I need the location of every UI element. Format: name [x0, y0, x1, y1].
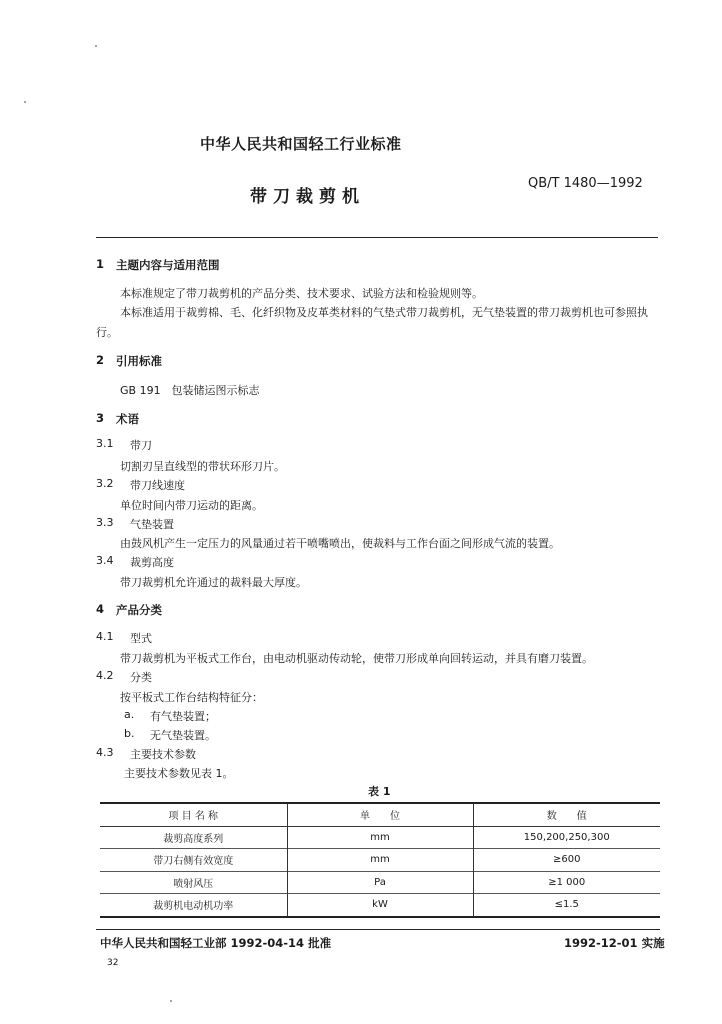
- table-row: [100, 871, 660, 894]
- approval-line: 中华人民共和国轻工业部 1992-04-14 批准: [100, 936, 332, 950]
- term-3-1-number: 3.1: [96, 437, 114, 450]
- footer-rule: [96, 929, 660, 930]
- section-4-2-item-b-label: b.: [124, 727, 135, 740]
- table-cell: 150,200,250,300: [473, 826, 660, 849]
- term-3-3-name: 气垫装置: [130, 518, 174, 531]
- section-4-2-item-a-text: 有气垫装置；: [150, 710, 216, 723]
- term-3-1-name: 带刀: [130, 439, 152, 452]
- table-row: [100, 894, 660, 917]
- table-cell: 带刀右侧有效宽度: [153, 856, 234, 868]
- section-2-number: 2: [96, 353, 105, 367]
- section-2-reference: GB 191 包装储运图示标志: [120, 384, 260, 397]
- section-3-number: 3: [96, 411, 105, 425]
- scan-speck: [170, 1000, 172, 1002]
- table-cell: 喷射风压: [173, 878, 214, 890]
- table-header-value: 数 值: [473, 803, 660, 826]
- section-4-1-heading: 型式: [130, 632, 152, 645]
- term-3-4-definition: 带刀裁剪机允许通过的裁料最大厚度。: [120, 576, 307, 589]
- section-4-2-number: 4.2: [96, 669, 114, 682]
- table-cell: mm: [287, 849, 473, 872]
- table-row: [100, 826, 660, 849]
- section-1-paragraph-2: 本标准适用于裁剪棉、毛、化纤织物及皮革类材料的气垫式带刀裁剪机，无气垫装置的带刀裁剪机也可参照执行。: [96, 306, 648, 339]
- section-4-heading: 产品分类: [116, 603, 162, 617]
- table-header-item: 项 目 名 称: [168, 811, 219, 823]
- section-1-paragraph-1: 本标准规定了带刀裁剪机的产品分类、技术要求、试验方法和检验规则等。: [120, 287, 483, 300]
- section-4-1-text: 带刀裁剪机为平板式工作台，由电动机驱动传动轮，使带刀形成单向回转运动，并具有磨刀装置。: [120, 652, 593, 665]
- term-3-1-definition: 切割刃呈直线型的带状环形刀片。: [120, 460, 285, 473]
- section-4-3-number: 4.3: [96, 746, 114, 759]
- table-cell: Pa: [287, 871, 473, 894]
- section-4-1-number: 4.1: [96, 630, 114, 643]
- section-4-3-text: 主要技术参数见表 1。: [124, 767, 234, 780]
- term-3-2-name: 带刀线速度: [130, 479, 185, 492]
- section-4-2-heading: 分类: [130, 671, 152, 684]
- table-cell: mm: [287, 826, 473, 849]
- term-3-3-definition: 由鼓风机产生一定压力的风量通过若干喷嘴喷出，使裁料与工作台面之间形成气流的装置。: [120, 537, 560, 550]
- section-3-heading: 术语: [116, 412, 139, 426]
- section-4-number: 4: [96, 602, 105, 616]
- section-4-2-item-a-label: a.: [124, 708, 135, 721]
- term-3-3-number: 3.3: [96, 516, 114, 529]
- standard-code: QB/T 1480—1992: [528, 176, 643, 191]
- table-cell: 裁剪机电动机功率: [153, 901, 234, 913]
- industry-standard-heading: 中华人民共和国轻工行业标准: [200, 135, 402, 153]
- section-1-number: 1: [96, 257, 105, 271]
- document-title: 带刀裁剪机: [250, 187, 365, 207]
- table-header-row: [100, 803, 660, 826]
- section-1-heading: 主题内容与适用范围: [116, 258, 220, 272]
- table-cell: ≥1 000: [473, 871, 660, 894]
- technical-parameters-table: [100, 802, 660, 918]
- section-4-2-text: 按平板式工作台结构特征分：: [120, 691, 263, 704]
- term-3-4-number: 3.4: [96, 554, 114, 567]
- scan-speck: [95, 45, 97, 47]
- table-header-unit: 单 位: [287, 803, 473, 826]
- scan-speck: [24, 101, 26, 103]
- section-4-3-heading: 主要技术参数: [130, 748, 196, 761]
- section-2-heading: 引用标准: [116, 354, 162, 368]
- table-caption: 表 1: [368, 785, 391, 798]
- section-4-2-item-b-text: 无气垫装置。: [150, 729, 216, 742]
- table-cell: ≤1.5: [473, 894, 660, 917]
- table-cell: 裁剪高度系列: [163, 833, 224, 845]
- term-3-2-definition: 单位时间内带刀运动的距离。: [120, 499, 263, 512]
- implementation-date: 1992-12-01 实施: [564, 936, 665, 950]
- header-rule: [96, 237, 658, 238]
- term-3-4-name: 裁剪高度: [130, 556, 174, 569]
- page-number: 32: [107, 958, 119, 968]
- table-cell: kW: [287, 894, 473, 917]
- table-cell: ≥600: [473, 849, 660, 872]
- table-row: [100, 849, 660, 872]
- term-3-2-number: 3.2: [96, 477, 114, 490]
